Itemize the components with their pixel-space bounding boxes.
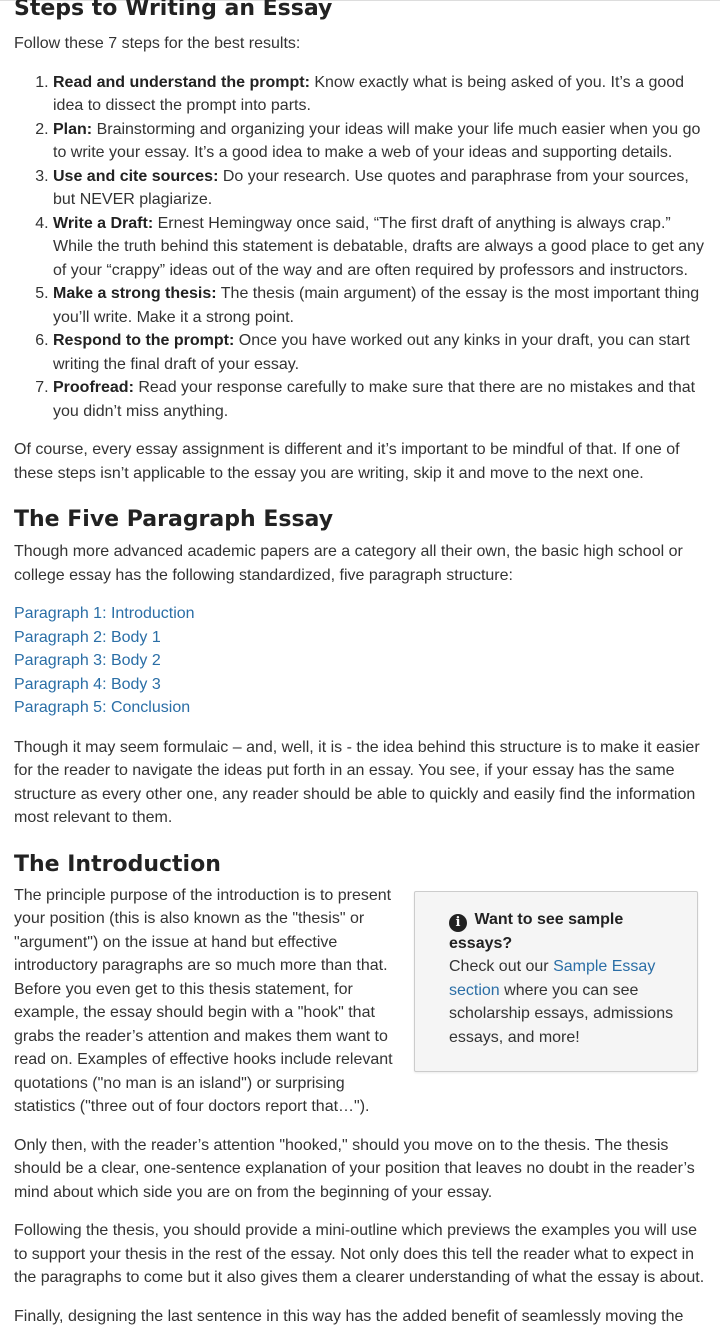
link-paragraph-1[interactable]: Paragraph 1: Introduction — [14, 602, 706, 626]
step-label: Make a strong thesis: — [53, 285, 217, 302]
step-label: Read and understand the prompt: — [53, 74, 310, 91]
link-paragraph-3[interactable]: Paragraph 3: Body 2 — [14, 649, 706, 673]
steps-intro: Follow these 7 steps for the best results: — [14, 32, 706, 56]
callout-text-after: where you can see scholarship essays, admissions essays, and more! — [449, 982, 673, 1046]
step-text: Once you have worked out any kinks in your draft, you can start writing the final draft of your essay. — [53, 332, 690, 373]
step-text: Brainstorming and organizing your ideas will make your life much easier when you go to write your essay. It’s a good idea to make a web of your ideas and supporting details. — [53, 121, 700, 162]
introduction-paragraph-1: The principle purpose of the introduction is to present your position (this is also known as the "thesis" or "argument") on the issue at hand but effective introductory paragraphs are so much more than that. Before you even get to this thesis statement, for example, the essay should begin with a "hook" that grabs the reader’s attention and makes them want to read on. Examples of effective hooks include relevant quotations ("no man is an island") or surprising statistics ("three out of four doctors report that…"). — [14, 884, 406, 1119]
link-paragraph-2[interactable]: Paragraph 2: Body 1 — [14, 626, 706, 650]
callout-title: Want to see sample essays? — [449, 911, 623, 952]
step-label: Use and cite sources: — [53, 168, 218, 185]
callout-text-before: Check out our — [449, 958, 553, 975]
step-label: Proofread: — [53, 379, 134, 396]
steps-list — [14, 71, 706, 424]
list-item — [53, 376, 706, 423]
introduction-paragraph-4: Finally, designing the last sentence in this way has the added benefit of seamlessly moving the — [14, 1305, 706, 1328]
callout-title-row — [449, 908, 677, 956]
step-text: The thesis (main argument) of the essay is the most important thing you’ll write. Make it a strong point. — [53, 285, 699, 326]
introduction-paragraph-2: Only then, with the reader’s attention "hooked," should you move on to the thesis. The thesis should be a clear, one-sentence explanation of your position that leaves no doubt in the reader’s mind about which side you are on from the beginning of your essay. — [14, 1134, 706, 1205]
link-paragraph-4[interactable]: Paragraph 4: Body 3 — [14, 673, 706, 697]
sample-essay-section-link[interactable]: Sample Essay section — [449, 958, 655, 999]
list-item — [53, 118, 706, 165]
list-item — [53, 212, 706, 283]
list-item — [53, 71, 706, 118]
steps-closing: Of course, every essay assignment is different and it’s important to be mindful of that. If one of these steps isn’t applicable to the essay you are writing, skip it and move to the next one. — [14, 438, 706, 485]
five-paragraph-heading: The Five Paragraph Essay — [14, 502, 706, 538]
sample-essays-callout — [414, 891, 698, 1072]
five-paragraph-closing: Though it may seem formulaic – and, well, it is - the idea behind this structure is to make it easier for the reader to navigate the ideas put forth in an essay. You see, if your essay has the same structure as every other one, any reader should be able to quickly and easily find the information most relevant to them. — [14, 736, 706, 830]
introduction-block — [14, 884, 706, 1119]
list-item — [53, 165, 706, 212]
step-text: Do your research. Use quotes and paraphrase from your sources, but NEVER plagiarize. — [53, 168, 689, 209]
paragraph-links — [14, 602, 706, 720]
introduction-paragraph-3: Following the thesis, you should provide a mini-outline which previews the examples you will use to support your thesis in the rest of the essay. Not only does this tell the reader what to expect in the paragraphs to come but it also gives them a clearer understanding of what the essay is about. — [14, 1219, 706, 1290]
step-label: Plan: — [53, 121, 92, 138]
info-icon: i — [449, 914, 467, 932]
steps-heading: Steps to Writing an Essay — [14, 0, 706, 27]
step-label: Write a Draft: — [53, 215, 153, 232]
list-item — [53, 282, 706, 329]
five-paragraph-intro: Though more advanced academic papers are a category all their own, the basic high school or college essay has the following standardized, five paragraph structure: — [14, 540, 706, 587]
step-text: Know exactly what is being asked of you. It’s a good idea to dissect the prompt into parts. — [53, 74, 684, 115]
link-paragraph-5[interactable]: Paragraph 5: Conclusion — [14, 696, 706, 720]
introduction-heading: The Introduction — [14, 847, 706, 883]
step-text: Read your response carefully to make sure that there are no mistakes and that you didn’t miss anything. — [53, 379, 695, 420]
step-text: Ernest Hemingway once said, “The first draft of anything is always crap.” While the truth behind this statement is debatable, drafts are always a good place to get any of your “crappy” ideas out of the way and are often required by professors and instructors. — [53, 215, 704, 279]
step-label: Respond to the prompt: — [53, 332, 234, 349]
list-item — [53, 329, 706, 376]
article-content — [14, 0, 706, 1328]
callout-body — [449, 955, 677, 1049]
